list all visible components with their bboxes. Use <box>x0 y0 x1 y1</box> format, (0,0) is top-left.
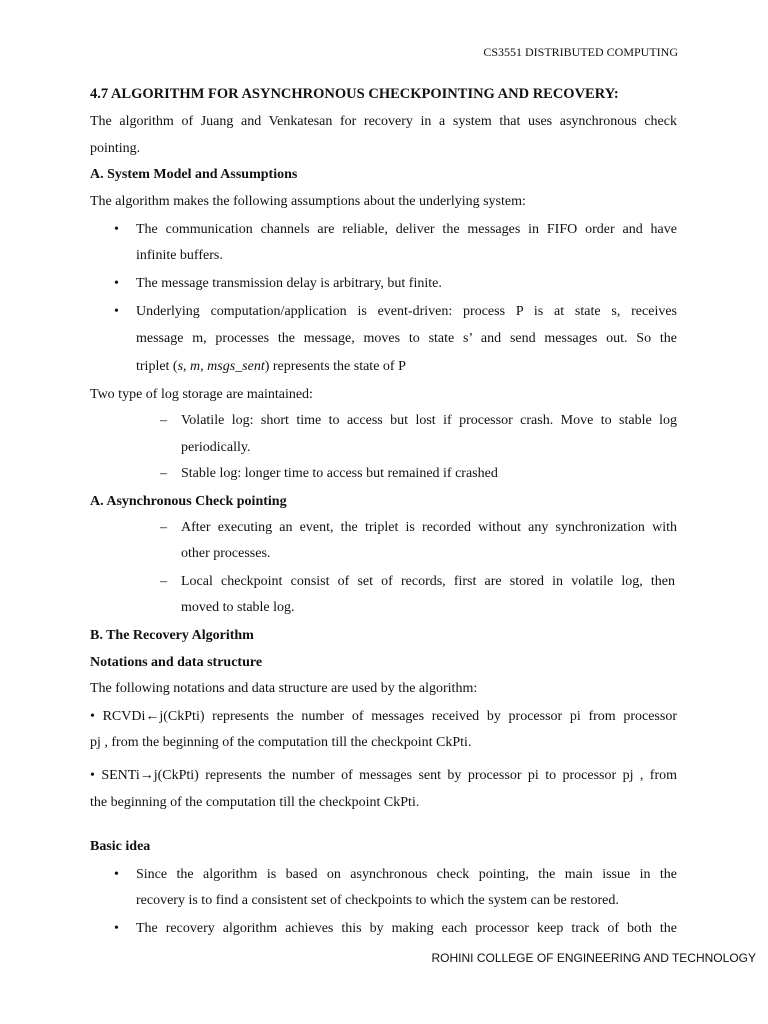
notations-lead: The following notations and data structure are used by the algorithm: <box>90 681 478 696</box>
rcvd-definition-line-1: • RCVDi←j(CkPti) represents the number of messages received by processor pi from processor <box>90 709 677 724</box>
bullet-marker: • <box>114 304 119 319</box>
volatile-log-line-2: periodically. <box>181 440 251 455</box>
heading-recovery-algorithm: B. The Recovery Algorithm <box>90 628 254 643</box>
bullet-marker: • <box>114 867 119 882</box>
heading-basic-idea: Basic idea <box>90 839 151 854</box>
assumption-1-line-1: The communication channels are reliable, deliver the messages in FIFO order and have <box>136 222 677 237</box>
async-item-1-line-2: other processes. <box>181 546 271 561</box>
assumption-3-line-3: triplet (s, m, msgs_sent) represents the state of P <box>136 359 406 374</box>
section-title: 4.7 ALGORITHM FOR ASYNCHRONOUS CHECKPOINTING AND RECOVERY: <box>90 86 619 102</box>
bullet-marker: • <box>114 222 119 237</box>
log-storage-lead: Two type of log storage are maintained: <box>90 387 313 402</box>
intro-line-2: pointing. <box>90 141 141 156</box>
page-footer: ROHINI COLLEGE OF ENGINEERING AND TECHNOLOGY <box>431 951 756 965</box>
intro-line-1: The algorithm of Juang and Venkatesan for recovery in a system that uses asynchronous check <box>90 114 677 129</box>
dash-marker: – <box>160 413 167 428</box>
basic-idea-1-line-2: recovery is to find a consistent set of checkpoints to which the system can be restored. <box>136 893 619 908</box>
system-model-lead: The algorithm makes the following assumptions about the underlying system: <box>90 194 526 209</box>
heading-system-model: A. System Model and Assumptions <box>90 167 298 182</box>
async-item-1-line-1: After executing an event, the triplet is recorded without any synchronization with <box>181 520 677 535</box>
rcvd-definition-line-2: pj , from the beginning of the computation till the checkpoint CkPti. <box>90 735 472 750</box>
bullet-marker: • <box>114 276 119 291</box>
async-item-2-line-2: moved to stable log. <box>181 600 295 615</box>
volatile-log-line-1: Volatile log: short time to access but lost if processor crash. Move to stable log <box>181 413 677 428</box>
sent-definition-line-2: the beginning of the computation till the checkpoint CkPti. <box>90 795 420 810</box>
assumption-1-line-2: infinite buffers. <box>136 248 223 263</box>
dash-marker: – <box>160 466 167 481</box>
async-item-2-line-1: Local checkpoint consist of set of records, first are stored in volatile log, then <box>181 574 675 589</box>
heading-notations: Notations and data structure <box>90 655 263 670</box>
stable-log: Stable log: longer time to access but remained if crashed <box>181 466 498 481</box>
assumption-3-line-1: Underlying computation/application is event-driven: process P is at state s, receives <box>136 304 677 319</box>
page-header: CS3551 DISTRIBUTED COMPUTING <box>483 45 678 59</box>
dash-marker: – <box>160 520 167 535</box>
assumption-3-line-2: message m, processes the message, moves to state s’ and send messages out. So the <box>136 331 677 346</box>
triplet-italic: s, m, msgs_sent <box>177 359 265 374</box>
sent-definition-line-1: • SENTi→j(CkPti) represents the number of messages sent by processor pi to processor pj , from <box>90 768 677 783</box>
assumption-2: The message transmission delay is arbitrary, but finite. <box>136 276 442 291</box>
basic-idea-2-line-1: The recovery algorithm achieves this by making each processor keep track of both the <box>136 921 677 936</box>
heading-async-checkpointing: A. Asynchronous Check pointing <box>90 494 287 509</box>
basic-idea-1-line-1: Since the algorithm is based on asynchronous check pointing, the main issue in the <box>136 867 677 882</box>
dash-marker: – <box>160 574 167 589</box>
bullet-marker: • <box>114 921 119 936</box>
